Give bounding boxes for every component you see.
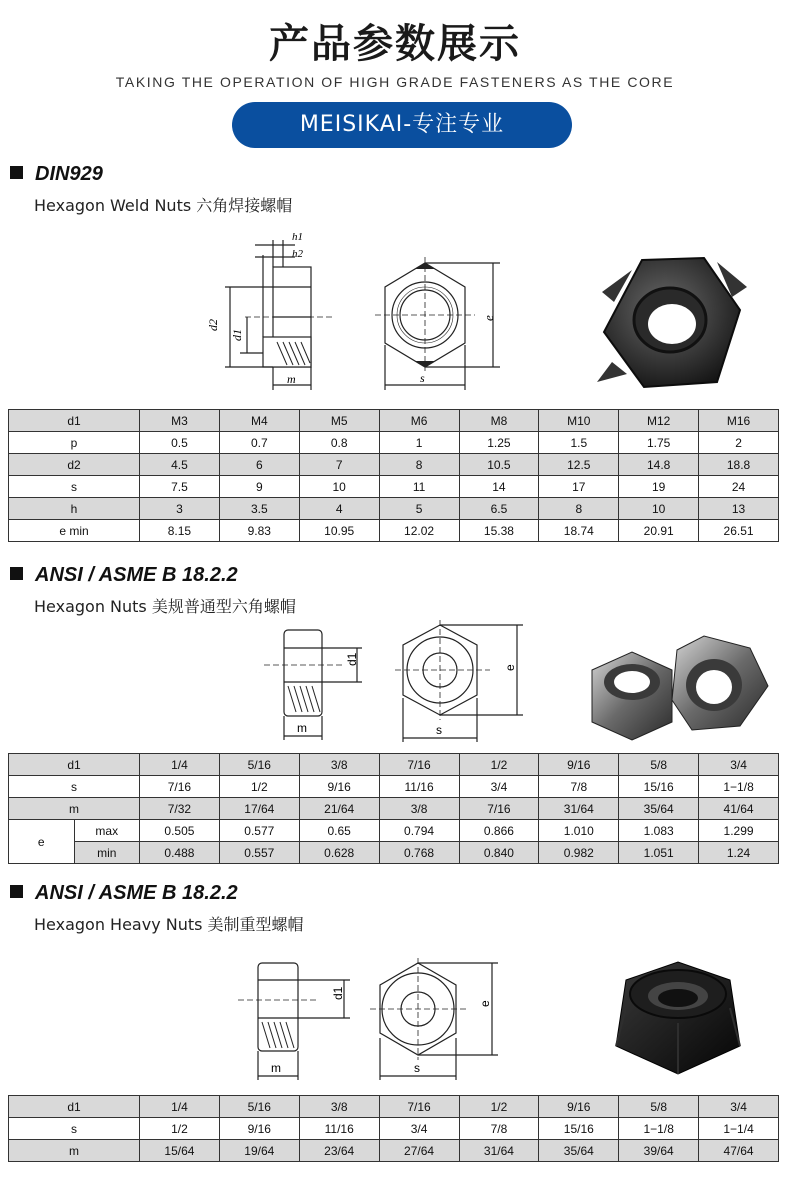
label-s: s	[420, 371, 425, 385]
label-e: e	[478, 1000, 492, 1007]
weld-nut-top-drawing	[365, 255, 515, 395]
ansi-hex-spec-table	[8, 753, 779, 864]
label-s: s	[414, 1061, 420, 1075]
label-d2: d2	[206, 319, 220, 331]
label-d1: d1	[331, 986, 345, 1000]
label-m: m	[287, 372, 296, 386]
section-title-ansi-heavy: ANSI / ASME B 18.2.2	[10, 882, 238, 905]
section-subtitle-din929: Hexagon Weld Nuts 六角焊接螺帽	[34, 196, 293, 215]
table-header-row: d1 1/4 5/16 3/8 7/16 1/2 9/16 5/8 3/4	[9, 1096, 779, 1118]
table-row: s 1/2 9/16 11/16 3/4 7/8 15/16 1−1/8 1−1/4	[9, 1118, 779, 1140]
weld-nut-photo	[592, 252, 752, 394]
label-d1: d1	[345, 652, 359, 666]
table-row: s 7.5 9 10 11 14 17 19 24	[9, 476, 779, 498]
heavy-nut-photo	[608, 958, 748, 1078]
hex-nuts-photo	[572, 630, 772, 745]
label-h2: h2	[292, 248, 303, 260]
hex-nut-top-drawing	[395, 620, 530, 745]
weld-nut-side-drawing	[195, 225, 345, 395]
label-e: e	[503, 664, 517, 671]
square-bullet-icon	[10, 567, 23, 580]
section-subtitle-ansi-hex: Hexagon Nuts 美规普通型六角螺帽	[34, 597, 296, 616]
square-bullet-icon	[10, 885, 23, 898]
section-title-ansi-hex: ANSI / ASME B 18.2.2	[10, 564, 238, 587]
table-row: min 0.488 0.557 0.628 0.768 0.840 0.982 1.051 1.24	[9, 842, 779, 864]
table-row: s 7/16 1/2 9/16 11/16 3/4 7/8 15/16 1−1/8	[9, 776, 779, 798]
table-row: e max 0.505 0.577 0.65 0.794 0.866 1.010 1.083 1.299	[9, 820, 779, 842]
page-subtitle: TAKING THE OPERATION OF HIGH GRADE FASTENERS AS THE CORE	[115, 74, 675, 90]
table-row: e min 8.15 9.83 10.95 12.02 15.38 18.74 20.91 26.51	[9, 520, 779, 542]
brand-pill: MEISIKAI-专注专业	[232, 102, 572, 148]
page-title: 产品参数展示	[269, 21, 521, 67]
label-e: e	[481, 315, 496, 321]
square-bullet-icon	[10, 166, 23, 179]
table-header-row: d1 1/4 5/16 3/8 7/16 1/2 9/16 5/8 3/4	[9, 754, 779, 776]
table-row: d2 4.5 6 7 8 10.5 12.5 14.8 18.8	[9, 454, 779, 476]
table-row: m 7/32 17/64 21/64 3/8 7/16 31/64 35/64 41/64	[9, 798, 779, 820]
label-m: m	[297, 721, 307, 735]
din929-spec-table	[8, 409, 779, 542]
table-row: m 15/64 19/64 23/64 27/64 31/64 35/64 39/64 47/64	[9, 1140, 779, 1162]
label-d1: d1	[230, 329, 244, 341]
label-m: m	[271, 1061, 281, 1075]
heavy-nut-side-drawing	[238, 958, 358, 1083]
ansi-heavy-spec-table	[8, 1095, 779, 1162]
label-h1: h1	[292, 231, 303, 243]
label-s: s	[436, 723, 442, 737]
table-row: p 0.5 0.7 0.8 1 1.25 1.5 1.75 2	[9, 432, 779, 454]
section-title-din929: DIN929	[10, 163, 103, 186]
table-header-row: d1 M3 M4 M5 M6 M8 M10 M12 M16	[9, 410, 779, 432]
heavy-nut-top-drawing	[368, 958, 503, 1083]
table-row: h 3 3.5 4 5 6.5 8 10 13	[9, 498, 779, 520]
section-subtitle-ansi-heavy: Hexagon Heavy Nuts 美制重型螺帽	[34, 915, 304, 934]
hex-nut-side-drawing	[262, 620, 372, 745]
